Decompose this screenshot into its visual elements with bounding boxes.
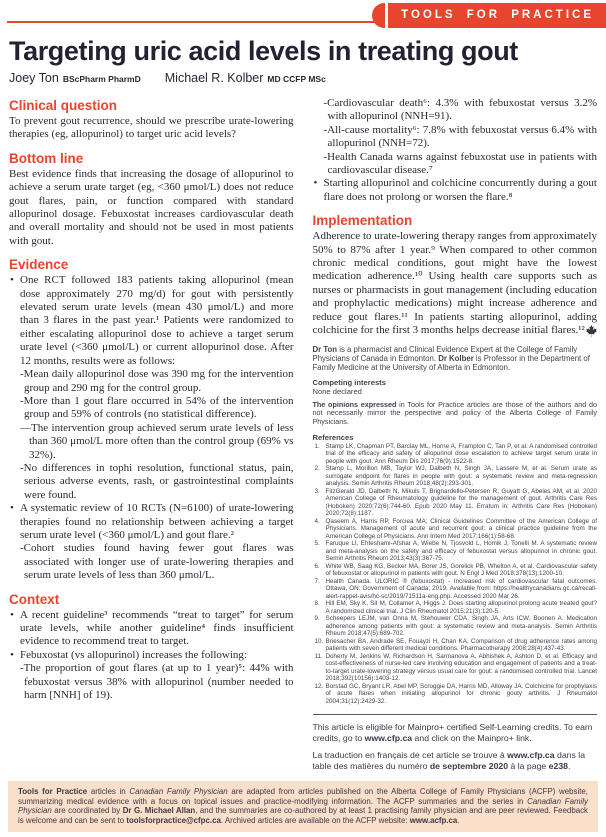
reference-item [313, 683, 598, 706]
reference-number: 10. [314, 637, 324, 645]
reference-number: 6. [314, 562, 320, 570]
references-heading: References [312, 432, 354, 442]
references-section [313, 433, 598, 706]
competing-interests-heading: Competing interests [312, 377, 386, 387]
list-item [324, 97, 598, 124]
reference-number: 7. [314, 577, 320, 585]
reference-number: 8. [314, 600, 320, 607]
text-segment: à la page [508, 760, 549, 771]
reference-number: 5. [314, 540, 320, 547]
competing-interests [313, 378, 598, 396]
author-credentials: BScPharm PharmD [62, 74, 141, 84]
list-item-text: -Mean daily allopurinol dose was 390 mg for the intervention group and 290 mg for the control group. [20, 368, 294, 394]
text-segment: e238 [548, 760, 568, 771]
reference-number: 9. [314, 615, 320, 622]
reference-number: 1. [314, 442, 320, 450]
list-item [20, 422, 294, 462]
page-title: Targeting uric acid levels in treating gout [9, 36, 518, 66]
list-item-text: -No differences in tophi resolution, functional status, pain, serious adverse events, rash, or gastrointestinal complaints were found. [20, 461, 294, 501]
text-segment: . Archived articles are available on the ACFP website: [220, 815, 410, 825]
ribbon-notch [372, 3, 385, 28]
list-item [9, 649, 294, 662]
list-item-text: -More than 1 gout flare occurred in 54% of the intervention group and 59% of controls (no statistical difference). [20, 394, 294, 421]
mainpro-note [313, 722, 598, 743]
french-translation-note [313, 750, 598, 771]
list-item [20, 462, 294, 502]
text-segment: is Professor in the Department of Family Medicine at the University of Alberta in Edmonton. [312, 353, 590, 373]
text-segment: The opinions expressed [312, 399, 397, 409]
section-heading-implementation: Implementation [312, 213, 413, 229]
author [9, 71, 141, 85]
reference-item [313, 600, 598, 615]
list-item [9, 609, 294, 649]
reference-text: Health Canada. ULORIC ® (febuxostat) - Increased risk of cardiovascular fatal outcomes. Ottawa, ON: Government of Canada; 2019. Available from: https://healthycanadians.gc.ca/recall-alert-rappel-avis/hc-sc/2019/71511a-eng.php. Accessed 2020 Mar 26. [325, 577, 597, 600]
list-item-text: —The intervention group achieved serum urate levels of less than 360 μmol/L more often than the control group (69% vs 32%). [20, 421, 294, 461]
opinions-disclaimer [313, 401, 598, 427]
section-heading-context: Context [9, 591, 60, 607]
list-item [20, 368, 294, 395]
reference-number: 12. [314, 682, 324, 690]
text-segment: www.acfp.ca [409, 815, 458, 825]
text-segment: This article is eligible for Mainpro+ certified Self-Learning credits. To earn credits, go to [312, 722, 593, 743]
list-item [313, 177, 598, 204]
text-segment: www.cfp.ca [507, 750, 555, 761]
context-list [9, 609, 294, 703]
references-list [313, 443, 598, 706]
text-segment: Canadian Family Physician [18, 796, 588, 815]
list-item-text: Febuxostat (vs allopurinol) increases the following: [20, 648, 247, 661]
clinical-question-text: To prevent gout recurrence, should we prescribe urate-lowering therapies (eg, allopurinol) to target uric acid levels? [9, 115, 294, 141]
list-item-text: -Cohort studies found having fewer gout flares was associated with longer use of urate-lowering therapies and serum urate levels of less than 360 μmol/L. [20, 542, 294, 582]
text-segment: www.cfp.ca [364, 732, 413, 743]
reference-item [313, 465, 598, 488]
text-segment: toolsforpractice@cfpc.ca [126, 815, 221, 825]
evidence-list [9, 274, 294, 582]
text-segment: is a pharmacist and Clinical Evidence Expert at the College of Family Physicians of Canada in Edmonton. [312, 344, 578, 363]
implementation-text: Adherence to urate-lowering therapy ranges from approximately 50% to 87% after 1 year.⁹ When compared to other common chronic medical conditions, gout might have the lowest medication adherence.¹⁰ Using health care supports such as nurses or pharmacists in gout management (including education and prophylactic medications) might increase adherence and reduce gout flares.¹¹ In patients starting allopurinol, adding colchicine for the first 3 months helps decrease initial flares.¹² [312, 230, 597, 337]
text-segment: in Tools for Practice articles are those of the authors and do not necessarily mirror the perspective and policy of the Alberta College of Family Physicians. [312, 399, 598, 426]
bottom-line-text: Best evidence finds that increasing the dosage of allopurinol to achieve a serum urate target (eg, <360 μmol/L) does not reduce gout flares, pain, or function compared with standard allopurinol dosage. Febuxostat increases cardiovascular death and overall mortality and should not be used in most patients with gout. [9, 167, 294, 247]
list-item [20, 662, 294, 702]
reference-item [313, 638, 598, 653]
tools-for-practice-ribbon [372, 3, 606, 28]
text-segment: . [457, 815, 460, 825]
notes-divider [313, 714, 598, 715]
reference-text: Doherty M, Jenkins W, Richardson H, Sarmanova A, Abhishek A, Ashton D, et al. Efficacy and cost-effectiveness of nurse-led care involving education and engagement of patients and a treat-to-target urate-lowering strategy versus usual care for gout: a randomised controlled trial. Lancet 2018;392(10156):1403-12. [325, 652, 597, 682]
reference-text: Briesacher BA, Andrade SE, Fouayzi H, Chan KA. Comparison of drug adherence rates among patients with seven different medical conditions. Pharmacotherapy 2008;28(4):437-43. [325, 637, 597, 652]
reference-text: Stamp L, Morillon MB, Taylor WJ, Dalbeth N, Singh JA, Lassere M, et al. Serum urate as surrogate endpoint for flares in people with gout: a systematic review and meta-regression analysis. Semin Arthritis Rheum 2018;48(2):293-301. [325, 465, 597, 487]
reference-text: Stamp LK, Chapman PT, Barclay ML, Horne A, Frampton C, Tan P, et al. A randomised controlled trial of the efficacy and safety of allopurinol dose escalation to achieve target serum urate in people with gout. Ann Rheum Dis 2017;76(9):1522-8. [325, 442, 597, 465]
reference-number: 3. [314, 487, 320, 495]
reference-number: 11. [314, 652, 323, 660]
footer-text [18, 787, 588, 825]
reference-item [313, 488, 598, 518]
reference-item [313, 540, 598, 563]
text-segment: Dr Ton [312, 344, 338, 354]
text-segment: , and the summaries are co-authored by at least 1 practising family physician and are peer reviewed. Feedback is welcome and can be sent to [18, 806, 588, 825]
text-segment: articles in [87, 787, 130, 796]
text-segment: Tools for Practice [18, 787, 88, 796]
reference-item [313, 615, 598, 638]
author-credentials: MD CCFP MSc [267, 74, 326, 84]
text-segment: Dr Kolber [438, 353, 474, 363]
reference-item [313, 443, 598, 466]
list-item-text: Starting allopurinol and colchicine concurrently during a gout flare does not prolong or worsen the flare.⁸ [323, 177, 597, 203]
competing-interests-body: None declared [312, 386, 362, 396]
reference-item [313, 653, 598, 683]
list-item-text: -The proportion of gout flares (at up to 1 year)⁵: 44% with febuxostat versus 38% with allopurinol (number needed to harm [NNH] of 19). [20, 662, 294, 702]
list-item [9, 502, 294, 542]
reference-text: Scheepers LEJM, van Onna M, Stehouwer CDA, Singh JA, Arts ICW, Boonen A. Medication adherence among patients with gout: a systematic review and meta-analysis. Semin Arthritis Rheum 2018;47(5):689-702. [325, 615, 597, 637]
text-segment: are adapted from articles published on the Alberta College of Family Physicians (ACFP) website, summarizing medical evidence with a focus on topical issues and practice-modifying information. The ACFP summaries and the series in [18, 787, 588, 806]
list-item-text: One RCT followed 183 patients taking allopurinol (mean dose approximately 270 mg/d) for gout with persistently elevated serum urate levels (mean 430 μmol/L) and more than 3 flares in the past year.¹ Patients were randomized to either escalating allopurinol dose to achieve a target serum urate level (<360 μmol/L) or current allopurinol dose. After 12 months, results were as follows: [20, 274, 294, 367]
list-item [20, 542, 294, 582]
list-item-text: A recent guideline³ recommends “treat to target” for serum urate levels, while another guideline⁴ finds insufficient evidence to recommend treat to target. [20, 608, 294, 648]
text-segment: Canadian Family Physician [129, 787, 228, 796]
reference-text: White WB, Saag KG, Becker MA, Borer JS, Gorelick PB, Whelton A, et al. Cardiovascular safety of febuxostat or allopurinol in patients with gout. N Engl J Med 2018;378(13):1200-10. [325, 562, 597, 577]
article-columns [0, 97, 606, 778]
right-column [313, 97, 598, 778]
list-item [9, 274, 294, 368]
author [165, 71, 326, 85]
list-item [324, 124, 598, 151]
list-item-text: A systematic review of 10 RCTs (N=6100) of urate-lowering therapies found no relationship between achieving a target serum urate level (<360 μmol/L) and gout flare.² [20, 502, 294, 541]
author-name: Joey Ton [9, 71, 59, 85]
reference-number: 2. [314, 465, 320, 472]
list-item-text: -All-cause mortality⁶: 7.8% with febuxostat versus 6.4% with allopurinol (NNH=72). [323, 123, 597, 150]
reference-text: Borstad GC, Bryant LR, Abel MP, Scroggie DA, Harris MD, Alloway JA. Colchicine for prophylaxis of acute flares when initiating allopurinol for chronic gouty arthritis. J Rheumatol 2004;31(12):2429-32. [325, 682, 597, 705]
section-heading-bottom-line: Bottom line [9, 150, 84, 166]
reference-text: Faruque LI, Ehteshami-Afshar A, Wiebe N, Tjosvold L, Homik J, Tonelli M. A systematic review and meta-analysis on the safety and efficacy of febuxostat versus allopurinol in chronic gout. Semin Arthritis Rheum 2013;43(3):367-75. [325, 540, 597, 562]
list-item-text: -Cardiovascular death⁶: 4.3% with febuxostat versus 3.2% with allopurinol (NNH=91). [323, 97, 597, 123]
author-line [9, 71, 597, 85]
text-segment: . [568, 760, 571, 771]
reference-item [313, 563, 598, 578]
text-segment: are coordinated by [51, 806, 123, 815]
text-segment: de septembre 2020 [429, 760, 509, 771]
footer-box [8, 781, 598, 832]
reference-number: 4. [314, 517, 320, 525]
reference-text: FitzGerald JD, Dalbeth N, Mikuls T, Brignardello-Petersen R, Guyatt G, Abeles AM, et al. 2020 American College of Rheumatology guideline for the management of gout. Arthritis Care Res (Hoboken) 2020;72(6):744-60. Epub 2020 May 11. Erratum in: Arthritis Care Res (Hoboken) 2020;72(8):1187. [325, 487, 597, 517]
text-segment: and click on the Mainpro+ link. [412, 732, 532, 743]
list-item-text: -Health Canada warns against febuxostat use in patients with cardiovascular disease.⁷ [323, 150, 597, 177]
ribbon-label: TOOLS FOR PRACTICE [388, 3, 606, 28]
section-heading-clinical-question: Clinical question [9, 98, 118, 113]
context-continued-list [313, 97, 598, 204]
header-rule [7, 21, 383, 23]
left-column [9, 97, 294, 778]
reference-item [313, 578, 598, 601]
section-heading-evidence: Evidence [9, 257, 69, 273]
text-segment: La traduction en français de cet article se trouve à [312, 750, 508, 761]
text-segment: dans la table des matières du numéro [312, 750, 586, 771]
author-name: Michael R. Kolber [164, 71, 264, 85]
reference-text: Hill EM, Sky K, Sit M, Collamer A, Higgs J. Does starting allopurinol prolong acute treated gout? A randomized clinical trial. J Clin Rheumatol 2015;21(3):120-5. [325, 600, 597, 615]
list-item [324, 151, 598, 178]
maple-leaf-icon [586, 325, 597, 337]
implementation-block [313, 230, 598, 337]
reference-text: Qaseem A, Harris RP, Forciea MA; Clinical Guidelines Committee of the American College of Physicians. Management of acute and recurrent gout: a clinical practice guideline from the American College of Physicians. Ann Intern Med 2017;166(1):58-68. [325, 517, 597, 540]
author-bio [313, 345, 598, 373]
list-item [20, 395, 294, 422]
text-segment: Dr G. Michael Allan [122, 806, 196, 815]
reference-item [313, 518, 598, 541]
